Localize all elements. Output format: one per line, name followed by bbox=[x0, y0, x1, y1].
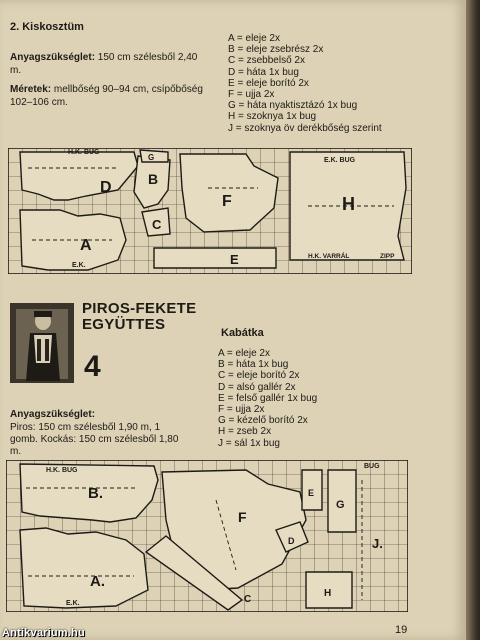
part-item: F = ujja 2x bbox=[218, 404, 265, 416]
section-2-title: 2. Kiskosztüm bbox=[10, 21, 84, 33]
part-item: H = zseb 2x bbox=[218, 426, 272, 438]
pattern-letter-h: H bbox=[342, 194, 355, 214]
pattern-letter-d: D bbox=[288, 536, 295, 546]
pattern-label: ZIPP bbox=[380, 253, 395, 260]
section-4-material-line: gomb. Kockás: 150 cm szélesből 1,80 bbox=[10, 434, 179, 445]
pattern-letter-d: D bbox=[100, 179, 112, 196]
pattern-label: E.K. bbox=[72, 262, 86, 269]
pattern-letter-f: F bbox=[222, 193, 232, 210]
watermark: Antikvarium.hu bbox=[2, 627, 85, 639]
part-item: D = háta 1x bug bbox=[228, 66, 299, 78]
part-item: C = eleje borító 2x bbox=[218, 370, 300, 382]
part-item: E = felső gallér 1x bug bbox=[218, 392, 318, 404]
pattern-letter-h: H bbox=[324, 588, 332, 599]
part-item: E = eleje borító 2x bbox=[228, 77, 309, 89]
pattern-diagram-kiskosztum bbox=[8, 148, 412, 274]
part-item: G = kézelő borító 2x bbox=[218, 415, 308, 427]
pattern-letter-e: E bbox=[230, 252, 239, 267]
section-4-material-label: Anyagszükséglet: bbox=[10, 409, 96, 420]
section-4-title-line1: PIROS-FEKETE bbox=[82, 300, 197, 317]
pattern-label: E.K. bbox=[66, 600, 80, 607]
jacket-title: Kabátka bbox=[221, 327, 264, 339]
material-label: Anyagszükséglet: bbox=[10, 52, 96, 63]
section-number: 4 bbox=[84, 350, 101, 383]
pattern-label: E.K. BUG bbox=[324, 157, 356, 164]
pattern-letter-e: E bbox=[308, 488, 315, 498]
part-item: A = eleje 2x bbox=[218, 348, 270, 359]
part-item: H = szoknya 1x bug bbox=[228, 111, 317, 123]
section-4-material-line: m. bbox=[10, 446, 22, 457]
pattern-letter-j: J. bbox=[372, 536, 383, 551]
pattern-letter-a: A bbox=[80, 237, 92, 254]
pattern-label: H.K. BUG bbox=[46, 467, 78, 474]
section-4-title-line2: EGYÜTTES bbox=[82, 316, 166, 333]
part-item: J = szoknya öv derékbőség szerint bbox=[228, 122, 382, 134]
pattern-label: H.K. VARRÁL bbox=[308, 253, 350, 260]
part-item: D = alsó gallér 2x bbox=[218, 381, 296, 393]
size-label: Méretek: bbox=[10, 84, 52, 95]
section-2-parts-list bbox=[228, 33, 382, 134]
section-2-material bbox=[10, 51, 210, 77]
size-text: mellbőség 90–94 cm, csípőbőség 102–106 cm. bbox=[10, 84, 203, 108]
page-number: 19 bbox=[395, 624, 408, 636]
part-item: G = háta nyaktisztázó 1x bug bbox=[228, 100, 358, 112]
page-binding-edge bbox=[466, 0, 480, 640]
pattern-letter-b: B. bbox=[88, 485, 103, 502]
pattern-letter-c: C bbox=[152, 217, 162, 232]
pattern-letter-f: F bbox=[238, 509, 247, 525]
pattern-label: H.K. BUG bbox=[68, 149, 100, 156]
pattern-letter-g: G bbox=[148, 153, 155, 162]
part-item: B = háta 1x bug bbox=[218, 359, 289, 371]
pattern-letter-g: G bbox=[336, 499, 345, 511]
pattern-letter-b: B bbox=[148, 171, 159, 187]
part-item: B = eleje zsebrész 2x bbox=[228, 44, 324, 56]
section-2-sizes bbox=[10, 83, 206, 109]
material-text: 150 cm szélesből 2,40 m. bbox=[10, 52, 198, 76]
pattern-label: BUG bbox=[364, 463, 380, 470]
model-photo bbox=[10, 303, 74, 383]
section-4-material-line: Piros: 150 cm szélesből 1,90 m, 1 bbox=[10, 422, 161, 433]
part-item: C = zsebbelső 2x bbox=[228, 55, 305, 67]
section-4-parts-list bbox=[218, 348, 317, 449]
pattern-letter-c: C bbox=[244, 594, 252, 605]
pattern-letter-a: A. bbox=[90, 573, 105, 590]
part-item: A = eleje 2x bbox=[228, 33, 280, 44]
pattern-diagram-egyuttes bbox=[6, 460, 408, 612]
part-item: J = sál 1x bug bbox=[218, 437, 280, 449]
pattern-piece-e bbox=[154, 248, 276, 268]
part-item: F = ujja 2x bbox=[228, 89, 275, 101]
